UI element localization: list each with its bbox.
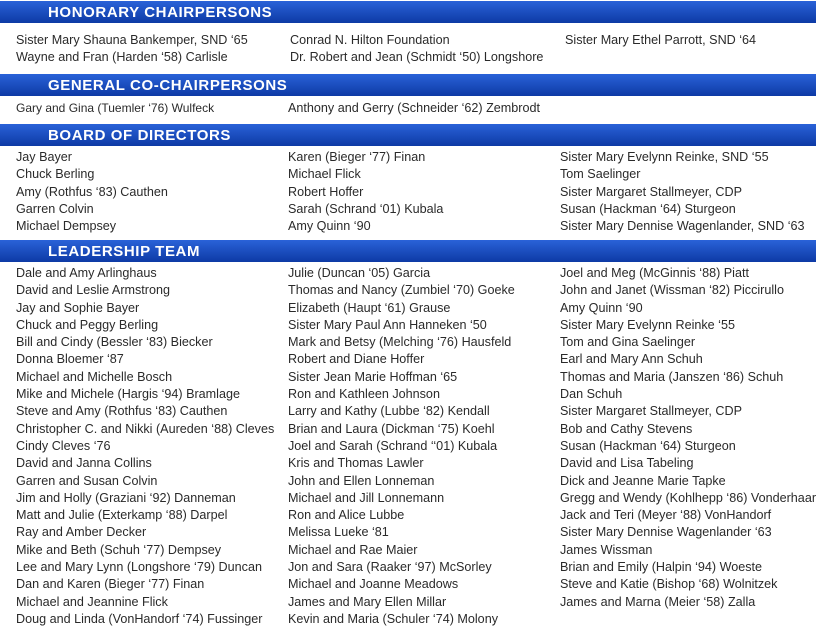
name-entry: Chuck Berling — [16, 167, 95, 182]
cochairs-title: GENERAL CO-CHAIRPERSONS — [48, 77, 288, 94]
name-entry: Sister Margaret Stallmeyer, CDP — [560, 404, 742, 419]
name-entry: Mike and Michele (Hargis ‘94) Bramlage — [16, 387, 240, 402]
name-entry: Lee and Mary Lynn (Longshore ‘79) Duncan — [16, 560, 262, 575]
name-entry: Mike and Beth (Schuh ‘77) Dempsey — [16, 542, 222, 557]
name-entry: Thomas and Maria (Janszen ‘86) Schuh — [560, 369, 784, 384]
name-entry: James and Mary Ellen Millar — [288, 594, 447, 609]
name-entry: David and Leslie Armstrong — [16, 283, 171, 298]
name-entry: Jim and Holly (Graziani ‘92) Danneman — [16, 490, 236, 505]
name-entry: Kris and Thomas Lawler — [288, 456, 424, 471]
honorary-header — [0, 1, 816, 23]
name-entry: Earl and Mary Ann Schuh — [560, 352, 703, 367]
honorary-col2 — [290, 32, 543, 65]
name-entry: Sister Margaret Stallmeyer, CDP — [560, 184, 742, 199]
name-entry: Robert Hoffer — [288, 184, 364, 199]
name-entry: Brian and Emily (Halpin ‘94) Woeste — [560, 560, 763, 575]
name-entry: Bill and Cindy (Bessler ‘83) Biecker — [16, 335, 213, 350]
name-entry: Jay and Sophie Bayer — [16, 300, 140, 315]
name-entry: Larry and Kathy (Lubbe ‘82) Kendall — [288, 404, 490, 419]
name-entry: Susan (Hackman ‘64) Sturgeon — [560, 438, 736, 453]
honorary-col1 — [16, 32, 248, 65]
name-entry: Elizabeth (Haupt ‘61) Grause — [288, 300, 451, 315]
name-entry: Melissa Lueke ‘81 — [288, 525, 389, 540]
name-entry: Dale and Amy Arlinghaus — [16, 266, 157, 280]
name-entry: Matt and Julie (Exterkamp ‘88) Darpel — [16, 508, 228, 523]
name-entry: Chuck and Peggy Berling — [16, 317, 159, 332]
name-entry: Michael and Joanne Meadows — [288, 577, 459, 592]
name-entry: Doug and Linda (VonHandorf ‘74) Fussinger — [16, 611, 263, 626]
name-entry: David and Lisa Tabeling — [560, 456, 694, 471]
name-entry: Kevin and Maria (Schuler ‘74) Molony — [288, 611, 498, 626]
name-entry: John and Ellen Lonneman — [288, 473, 435, 488]
name-entry: Sister Jean Marie Hoffman ‘65 — [288, 369, 458, 384]
name-entry: Donna Bloemer ‘87 — [16, 352, 124, 367]
name-entry: Tom Saelinger — [560, 167, 641, 182]
board-col2 — [288, 149, 443, 235]
name-entry: Gary and Gina (Tuemler ‘76) Wulfeck — [16, 101, 215, 115]
name-entry: Susan (Hackman ‘64) Sturgeon — [560, 201, 736, 216]
name-entry: Sister Mary Evelynn Reinke, SND ‘55 — [560, 150, 769, 164]
leadership-col1 — [16, 265, 274, 628]
name-entry: Garren and Susan Colvin — [16, 473, 158, 488]
name-entry: Sister Mary Dennise Wagenlander, SND ‘63 — [560, 219, 805, 234]
name-entry: Jay Bayer — [16, 150, 72, 164]
name-entry: Dick and Jeanne Marie Tapke — [560, 473, 726, 488]
name-entry: Gregg and Wendy (Kohlhepp ‘86) Vonderhaar — [560, 490, 816, 505]
name-entry: Michael and Jill Lonnemann — [288, 490, 445, 505]
name-entry: Brian and Laura (Dickman ‘75) Koehl — [288, 421, 495, 436]
name-entry: Sister Mary Dennise Wagenlander ‘63 — [560, 525, 772, 540]
leadership-col3 — [560, 265, 816, 611]
name-entry: Jack and Teri (Meyer ‘88) VonHandorf — [560, 508, 772, 523]
name-entry: James and Marna (Meier ‘58) Zalla — [560, 594, 756, 609]
honorary-col3 — [565, 32, 756, 49]
name-entry: Sister Mary Ethel Parrott, SND ‘64 — [565, 33, 757, 47]
board-header — [0, 124, 816, 146]
name-entry: Christopher C. and Nikki (Aureden ‘88) Cleves — [16, 421, 275, 436]
name-entry: Robert and Diane Hoffer — [288, 352, 425, 367]
cochairs-col2 — [288, 100, 540, 117]
name-entry: Sister Mary Paul Ann Hanneken ‘50 — [288, 317, 487, 332]
leadership-header — [0, 240, 816, 262]
name-entry: Dr. Robert and Jean (Schmidt ‘50) Longshore — [290, 49, 544, 64]
name-entry: Joel and Meg (McGinnis ‘88) Piatt — [560, 266, 749, 280]
name-entry: Amy Quinn ‘90 — [288, 219, 371, 234]
name-entry: Ron and Kathleen Johnson — [288, 387, 440, 402]
name-entry: Ray and Amber Decker — [16, 525, 147, 540]
name-entry: Karen (Bieger ‘77) Finan — [288, 150, 426, 164]
cochairs-col1 — [16, 100, 214, 117]
name-entry: Michael Flick — [288, 167, 361, 182]
name-entry: Ron and Alice Lubbe — [288, 508, 405, 523]
name-entry: Steve and Amy (Rothfus ‘83) Cauthen — [16, 404, 228, 419]
board-col3 — [560, 149, 805, 235]
name-entry: Michael and Rae Maier — [288, 542, 418, 557]
name-entry: Joel and Sarah (Schrand ‘‘01) Kubala — [288, 438, 498, 453]
name-entry: David and Janna Collins — [16, 456, 152, 471]
name-entry: Mark and Betsy (Melching ‘76) Hausfeld — [288, 335, 512, 350]
name-entry: Amy (Rothfus ‘83) Cauthen — [16, 184, 168, 199]
name-entry: Cindy Cleves ‘76 — [16, 438, 111, 453]
name-entry: Garren Colvin — [16, 201, 94, 216]
name-entry: Sister Mary Shauna Bankemper, SND ‘65 — [16, 33, 248, 47]
leadership-title: LEADERSHIP TEAM — [48, 243, 201, 260]
name-entry: Conrad N. Hilton Foundation — [290, 33, 450, 47]
board-col1 — [16, 149, 168, 235]
name-entry: James Wissman — [560, 542, 653, 557]
name-entry: Michael and Jeannine Flick — [16, 594, 168, 609]
name-entry: Thomas and Nancy (Zumbiel ‘70) Goeke — [288, 283, 515, 298]
name-entry: Sarah (Schrand ‘01) Kubala — [288, 201, 444, 216]
honorary-title: HONORARY CHAIRPERSONS — [48, 4, 273, 21]
name-entry: John and Janet (Wissman ‘82) Piccirullo — [560, 283, 784, 298]
name-entry: Amy Quinn ‘90 — [560, 300, 643, 315]
board-title: BOARD OF DIRECTORS — [48, 127, 232, 144]
name-entry: Anthony and Gerry (Schneider ‘62) Zembrodt — [288, 101, 540, 115]
name-entry: Jon and Sara (Raaker ‘97) McSorley — [288, 560, 492, 575]
name-entry: Wayne and Fran (Harden ‘58) Carlisle — [16, 49, 228, 64]
name-entry: Michael Dempsey — [16, 219, 117, 234]
name-entry: Steve and Katie (Bishop ‘68) Wolnitzek — [560, 577, 778, 592]
name-entry: Dan and Karen (Bieger ‘77) Finan — [16, 577, 205, 592]
cochairs-header — [0, 74, 816, 96]
name-entry: Julie (Duncan ‘05) Garcia — [288, 266, 431, 280]
name-entry: Bob and Cathy Stevens — [560, 421, 693, 436]
leadership-col2 — [288, 265, 515, 628]
name-entry: Tom and Gina Saelinger — [560, 335, 696, 350]
name-entry: Sister Mary Evelynn Reinke ‘55 — [560, 317, 735, 332]
name-entry: Dan Schuh — [560, 387, 623, 402]
name-entry: Michael and Michelle Bosch — [16, 369, 173, 384]
